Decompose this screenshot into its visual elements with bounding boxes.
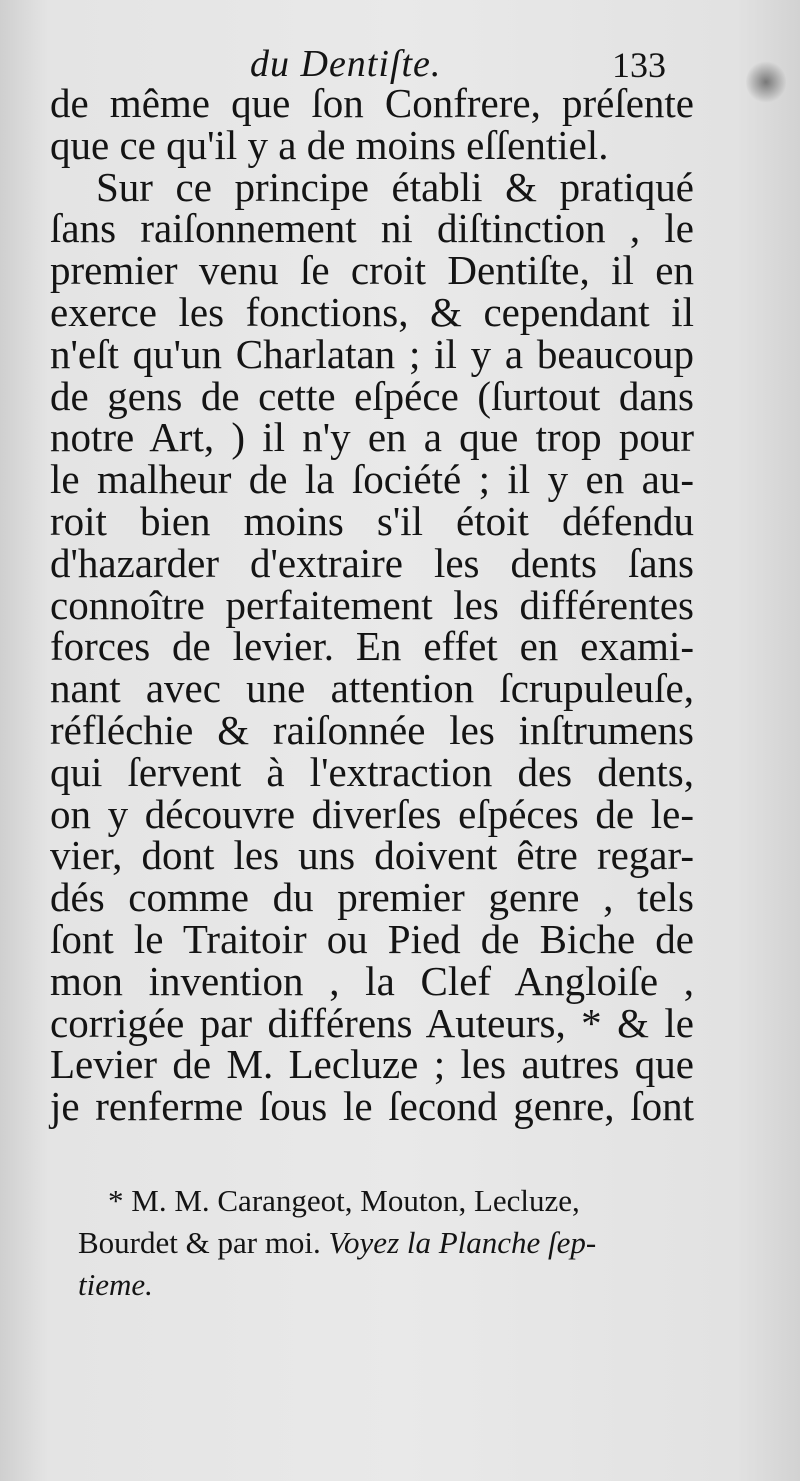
footnote-line: tieme.: [78, 1267, 153, 1302]
text-line: réfléchie & raiſonnée les inſtrumens: [50, 706, 694, 753]
text-line: vier, dont les uns doivent être regar-: [50, 832, 694, 879]
footnote-line: [78, 1222, 698, 1264]
text-line: n'eſt qu'un Charlatan ; il y a beaucoup: [50, 330, 694, 377]
text-line: forces de levier. En effet en exami-: [50, 623, 694, 670]
body-text: [50, 80, 700, 1130]
text-line: le malheur de la ſociété ; il y en au-: [50, 456, 694, 503]
text-line: exerce les fonctions, & cependant il: [50, 288, 694, 335]
text-line: on y découvre diverſes eſpéces de le-: [50, 790, 694, 837]
text-line: notre Art, ) il n'y en a que trop pour: [50, 414, 694, 461]
text-line: que ce qu'il y a de moins eſſentiel.: [50, 121, 609, 168]
footnote-italic-text: Voyez la Planche ſep-: [328, 1225, 597, 1260]
text-line: premier venu ſe croit Dentiſte, il en: [50, 247, 694, 294]
running-head: du Dentiſte.: [250, 43, 442, 85]
text-line: roit bien moins s'il étoit défendu: [50, 497, 694, 544]
text-line: qui ſervent à l'extraction des dents,: [50, 748, 694, 795]
footnote: [78, 1180, 698, 1306]
text-line: ſont le Traitoir ou Pied de Biche de: [50, 915, 694, 962]
footnote-text: Bourdet & par moi.: [78, 1225, 321, 1260]
text-line: je renferme ſous le ſecond genre, ſont: [50, 1083, 694, 1130]
footnote-line: * M. M. Carangeot, Mouton, Lecluze,: [108, 1183, 580, 1218]
text-line: Sur ce principe établi & pratiqué: [96, 163, 694, 210]
text-line: Levier de M. Lecluze ; les autres que: [50, 1041, 694, 1088]
page-number: 133: [612, 45, 666, 85]
text-line: de même que ſon Confrere, préſente: [50, 80, 694, 126]
text-line: mon invention , la Clef Angloiſe ,: [50, 957, 694, 1004]
text-line: connoître perfaitement les différentes: [50, 581, 694, 628]
text-line: d'hazarder d'extraire les dents ſans: [50, 539, 694, 586]
text-line: corrigée par différens Auteurs, * & le: [50, 999, 694, 1046]
text-line: ſans raiſonnement ni diſtinction , le: [50, 205, 694, 252]
text-line: nant avec une attention ſcrupuleuſe,: [50, 665, 694, 712]
text-line: de gens de cette eſpéce (ſurtout dans: [50, 372, 694, 419]
text-line: dés comme du premier genre , tels: [50, 874, 694, 921]
